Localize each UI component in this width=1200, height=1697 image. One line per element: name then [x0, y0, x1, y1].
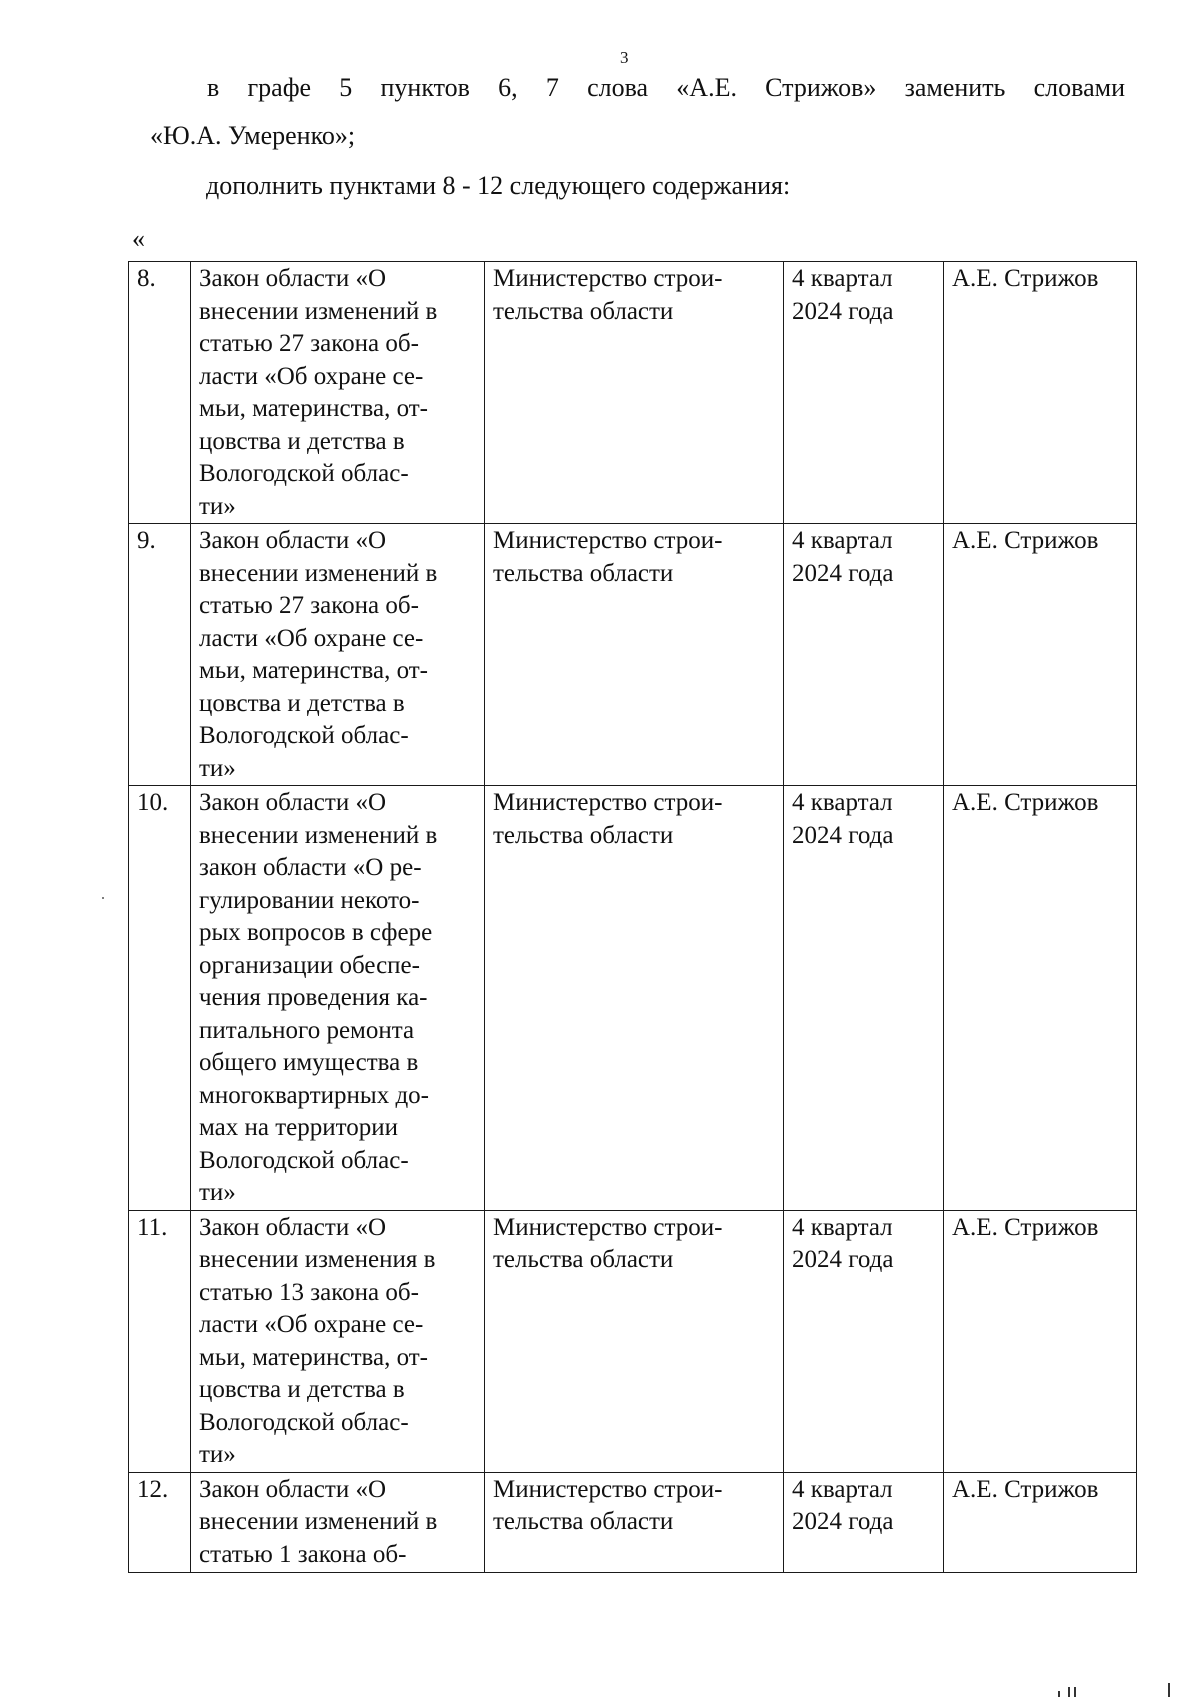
item-responsible: А.Е. Стрижов	[944, 262, 1137, 524]
table-row-10	[129, 786, 1137, 1211]
paragraph-replace-words: в графе 5 пунктов 6, 7 слова «А.Е. Стрижов» заменить словами	[207, 73, 1125, 102]
scan-edge-mark	[1168, 1683, 1170, 1697]
item-term: 4 квартал 2024 года	[784, 262, 944, 524]
item-term: 4 квартал 2024 года	[784, 1472, 944, 1572]
table-row-8	[129, 262, 1137, 524]
item-term: 4 квартал 2024 года	[784, 524, 944, 786]
item-responsible: А.Е. Стрижов	[944, 1210, 1137, 1472]
opening-quote-mark: «	[132, 224, 145, 253]
item-law-title: Закон области «О внесении изменений в статью 27 закона об- ласти «Об охране се- мьи, материнства, от- цовства и детства в Вологодской облас- ти»	[191, 524, 485, 786]
item-term: 4 квартал 2024 года	[784, 786, 944, 1211]
paragraph-new-name: «Ю.А. Умеренко»;	[150, 121, 356, 150]
paragraph-add-items: дополнить пунктами 8 - 12 следующего содержания:	[206, 171, 791, 200]
table-row-9	[129, 524, 1137, 786]
item-number: 10.	[129, 786, 191, 1211]
item-organization: Министерство строи- тельства области	[485, 786, 784, 1211]
scan-edge-mark	[1074, 1687, 1076, 1697]
item-law-title: Закон области «О внесении изменений в статью 27 закона об- ласти «Об охране се- мьи, материнства, от- цовства и детства в Вологодской облас- ти»	[191, 262, 485, 524]
item-number: 8.	[129, 262, 191, 524]
item-number: 12.	[129, 1472, 191, 1572]
item-organization: Министерство строи- тельства области	[485, 524, 784, 786]
item-organization: Министерство строи- тельства области	[485, 1472, 784, 1572]
table-row-11	[129, 1210, 1137, 1472]
item-law-title: Закон области «О внесении изменений в закон области «О ре- гулировании некото- рых вопросов в сфере организации обеспе- чения проведения ка- питального ремонта общего имущества в многоквартирных до- мах на территории Вологодской облас- ти»	[191, 786, 485, 1211]
scan-edge-mark	[1058, 1691, 1060, 1697]
item-number: 9.	[129, 524, 191, 786]
page-number: 3	[620, 48, 629, 67]
item-responsible: А.Е. Стрижов	[944, 786, 1137, 1211]
table-row-12	[129, 1472, 1137, 1572]
item-organization: Министерство строи- тельства области	[485, 1210, 784, 1472]
item-law-title: Закон области «О внесении изменений в статью 1 закона об-	[191, 1472, 485, 1572]
item-responsible: А.Е. Стрижов	[944, 1472, 1137, 1572]
scan-speck	[102, 897, 104, 899]
item-law-title: Закон области «О внесении изменения в статью 13 закона об- ласти «Об охране се- мьи, материнства, от- цовства и детства в Вологодской облас- ти»	[191, 1210, 485, 1472]
item-responsible: А.Е. Стрижов	[944, 524, 1137, 786]
item-number: 11.	[129, 1210, 191, 1472]
item-organization: Министерство строи- тельства области	[485, 262, 784, 524]
plan-items-table	[128, 261, 1137, 1573]
item-term: 4 квартал 2024 года	[784, 1210, 944, 1472]
scan-edge-mark	[1068, 1687, 1070, 1697]
